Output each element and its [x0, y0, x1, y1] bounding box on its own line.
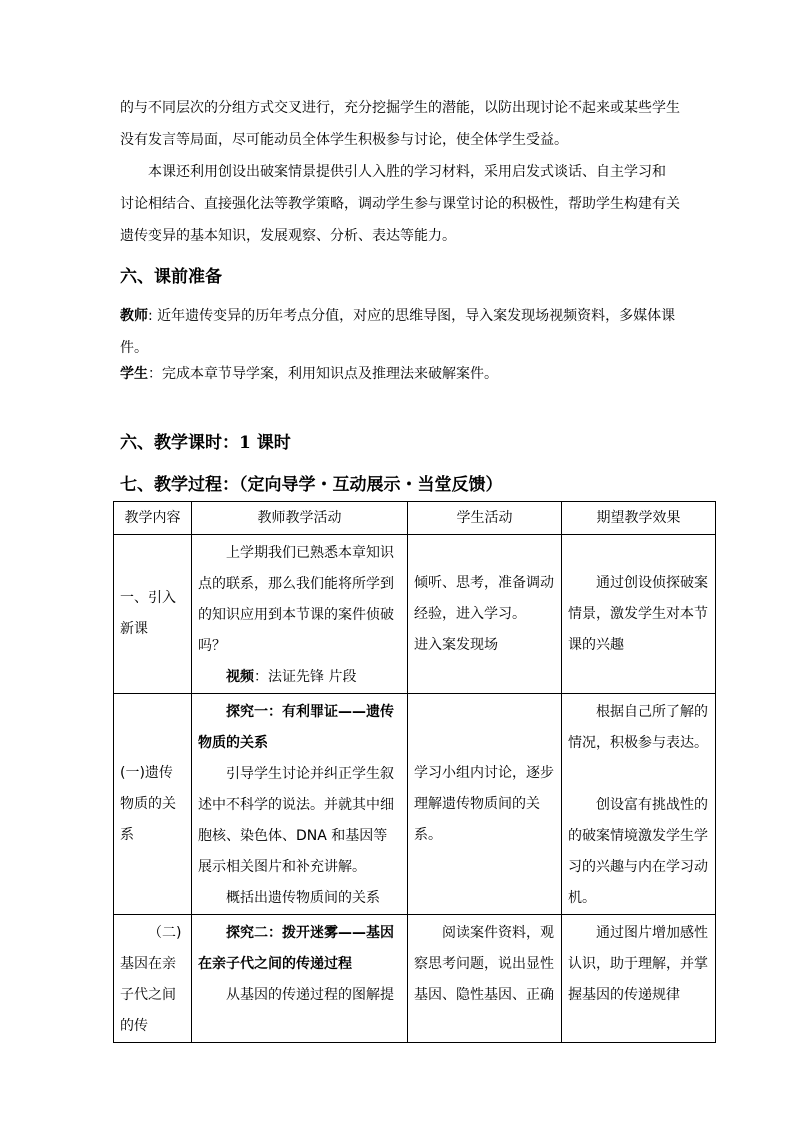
effect-text: 根据自己所了解的情况，积极参与表达。 — [568, 704, 708, 751]
teacher-inquiry-title: 探究一：有利罪证——遗传物质的关系 — [198, 704, 394, 751]
student-label: 学生 — [120, 366, 148, 382]
header-student-activity: 学生活动 — [408, 502, 562, 535]
header-content: 教学内容 — [114, 502, 192, 535]
table-row — [114, 694, 716, 915]
section-heading-prep: 六、课前准备 — [120, 267, 222, 287]
student-text: 阅读案件资料，观察思考问题，说出显性基因、隐性基因、正确 — [414, 925, 554, 1003]
student-text: 倾听、思考，准备调动经验，进入学习。 — [414, 574, 554, 622]
table-header-row — [114, 502, 716, 535]
cell-teacher — [192, 915, 408, 1043]
teaching-process-table — [113, 501, 716, 1043]
student-prep-text: ：完成本章节导学案，利用知识点及推理法来破解案件。 — [148, 366, 498, 382]
cell-content — [114, 915, 192, 1043]
student-text-2: 进入案发现场 — [414, 636, 498, 653]
paragraph-line: 没有发言等局面，尽可能动员全体学生积极参与讨论，使全体学生受益。 — [120, 132, 568, 148]
teacher-inquiry-title: 探究二：拨开迷雾——基因在亲子代之间的传递过程 — [198, 925, 394, 972]
cell-teacher — [192, 694, 408, 915]
effect-text: 通过图片增加感性认识，助于理解，并掌握基因的传递规律 — [568, 925, 708, 1003]
table-row — [114, 915, 716, 1043]
teacher-video — [198, 662, 401, 693]
cell-student — [408, 915, 562, 1043]
paragraph-line: 讨论相结合、直接强化法等教学策略，调动学生参与课堂讨论的积极性，帮助学生构建有关 — [120, 196, 680, 212]
effect-text-2: 创设富有挑战性的的破案情境激发学生学习的兴趣与内在学习动机。 — [568, 797, 708, 906]
cell-content: (一)遗传物质的关系 — [114, 694, 192, 915]
teacher-prep-text: : 近年遗传变异的历年考点分值，对应的思维导图，导入案发现场视频资料，多媒体课 — [148, 308, 676, 324]
cell-effect — [562, 535, 716, 694]
teacher-text: 从基因的传递过程的图解提 — [226, 987, 394, 1003]
cell-student: 学习小组内讨论，逐步理解遗传物质间的关系。 — [408, 694, 562, 915]
teacher-text-2: 概括出遗传物质间的关系 — [226, 890, 380, 906]
teacher-label: 教师 — [120, 308, 148, 324]
cell-effect — [562, 694, 716, 915]
teacher-prep-text-cont: 件。 — [120, 340, 148, 356]
paragraph-line: 的与不同层次的分组方式交叉进行，充分挖掘学生的潜能，以防出现讨论不起来或某些学生 — [120, 100, 680, 116]
paragraph-line: 本课还利用创设出破案情景提供引人入胜的学习材料，采用启发式谈话、自主学习和 — [148, 164, 666, 180]
paragraph-grouping — [120, 92, 690, 156]
section-heading-hours: 六、教学课时：1 课时 — [120, 433, 291, 453]
cell-effect — [562, 915, 716, 1043]
cell-teacher — [192, 535, 408, 694]
effect-text: 通过创设侦探破案情景，激发学生对本节课的兴趣 — [568, 574, 708, 653]
teacher-text: 引导学生讨论并纠正学生叙述中不科学的说法。并就其中细胞核、染色体、DNA 和基因等展示相关图片和补充讲解。 — [198, 766, 394, 875]
video-label: 视频 — [226, 669, 254, 685]
table-row — [114, 535, 716, 694]
header-expected-effect: 期望教学效果 — [562, 502, 716, 535]
paragraph-strategy — [120, 156, 690, 252]
header-teacher-activity: 教师教学活动 — [192, 502, 408, 535]
cell-content: 一、引入新课 — [114, 535, 192, 694]
student-prep — [120, 364, 690, 384]
content-text: （二)基因在亲子代之间的传 — [120, 925, 182, 1034]
teacher-prep — [120, 300, 690, 364]
section-heading-process: 七、教学过程：（定向导学・互动展示・当堂反馈） — [120, 475, 503, 495]
video-text: ：法证先锋 片段 — [254, 669, 357, 685]
cell-student — [408, 535, 562, 694]
teacher-text: 上学期我们已熟悉本章知识点的联系，那么我们能将所学到的知识应用到本节课的案件侦破吗？ — [198, 545, 394, 654]
paragraph-line: 遗传变异的基本知识，发展观察、分析、表达等能力。 — [120, 228, 456, 244]
